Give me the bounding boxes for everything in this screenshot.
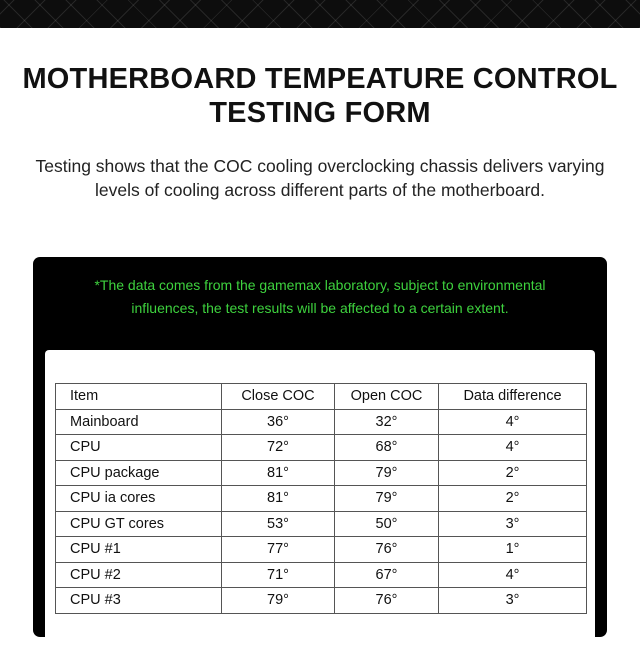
- cell-close-coc: 53°: [222, 511, 335, 537]
- table-row: [56, 486, 587, 512]
- table-row: [56, 435, 587, 461]
- cell-item: CPU GT cores: [56, 511, 222, 537]
- cell-item: CPU ia cores: [56, 486, 222, 512]
- lab-disclaimer: [60, 274, 580, 320]
- column-header-open-coc: Open COC: [335, 384, 439, 410]
- cell-item: CPU #2: [56, 562, 222, 588]
- table-row: [56, 460, 587, 486]
- intro-line-2: levels of cooling across different parts of the motherboard.: [94, 180, 546, 200]
- cell-open-coc: 50°: [335, 511, 439, 537]
- decorative-header-band: [0, 0, 640, 28]
- cell-close-coc: 36°: [222, 409, 335, 435]
- cell-data-difference: 4°: [439, 409, 587, 435]
- intro-paragraph: [20, 154, 620, 202]
- cell-data-difference: 2°: [439, 486, 587, 512]
- page-title-line-2: TESTING FORM: [209, 97, 431, 129]
- cell-close-coc: 72°: [222, 435, 335, 461]
- cell-close-coc: 79°: [222, 588, 335, 614]
- cell-open-coc: 68°: [335, 435, 439, 461]
- cell-open-coc: 79°: [335, 486, 439, 512]
- cell-open-coc: 67°: [335, 562, 439, 588]
- page-title-line-1: MOTHERBOARD TEMPEATURE CONTROL: [22, 63, 618, 95]
- table-row: [56, 562, 587, 588]
- cell-data-difference: 4°: [439, 435, 587, 461]
- cell-close-coc: 81°: [222, 460, 335, 486]
- cell-data-difference: 3°: [439, 511, 587, 537]
- table-row: [56, 409, 587, 435]
- cell-item: CPU: [56, 435, 222, 461]
- cell-item: CPU #1: [56, 537, 222, 563]
- table-header-row: [56, 384, 587, 410]
- cell-close-coc: 77°: [222, 537, 335, 563]
- cell-open-coc: 79°: [335, 460, 439, 486]
- lab-disclaimer-line-1: *The data comes from the gamemax laboratory, subject to environmental: [94, 277, 546, 293]
- page-title: [0, 62, 640, 130]
- cell-data-difference: 3°: [439, 588, 587, 614]
- cell-item: CPU package: [56, 460, 222, 486]
- cell-open-coc: 76°: [335, 588, 439, 614]
- lab-disclaimer-line-2: influences, the test results will be affected to a certain extent.: [131, 300, 509, 316]
- column-header-data-difference: Data difference: [439, 384, 587, 410]
- cell-item: CPU #3: [56, 588, 222, 614]
- cell-close-coc: 81°: [222, 486, 335, 512]
- table-row: [56, 511, 587, 537]
- cell-data-difference: 2°: [439, 460, 587, 486]
- intro-line-1: Testing shows that the COC cooling overclocking chassis delivers varying: [35, 156, 605, 176]
- column-header-close-coc: Close COC: [222, 384, 335, 410]
- temperature-table: [55, 383, 587, 614]
- cell-item: Mainboard: [56, 409, 222, 435]
- cell-open-coc: 32°: [335, 409, 439, 435]
- cell-data-difference: 1°: [439, 537, 587, 563]
- cell-close-coc: 71°: [222, 562, 335, 588]
- cell-data-difference: 4°: [439, 562, 587, 588]
- table-row: [56, 537, 587, 563]
- table-row: [56, 588, 587, 614]
- column-header-item: Item: [56, 384, 222, 410]
- cell-open-coc: 76°: [335, 537, 439, 563]
